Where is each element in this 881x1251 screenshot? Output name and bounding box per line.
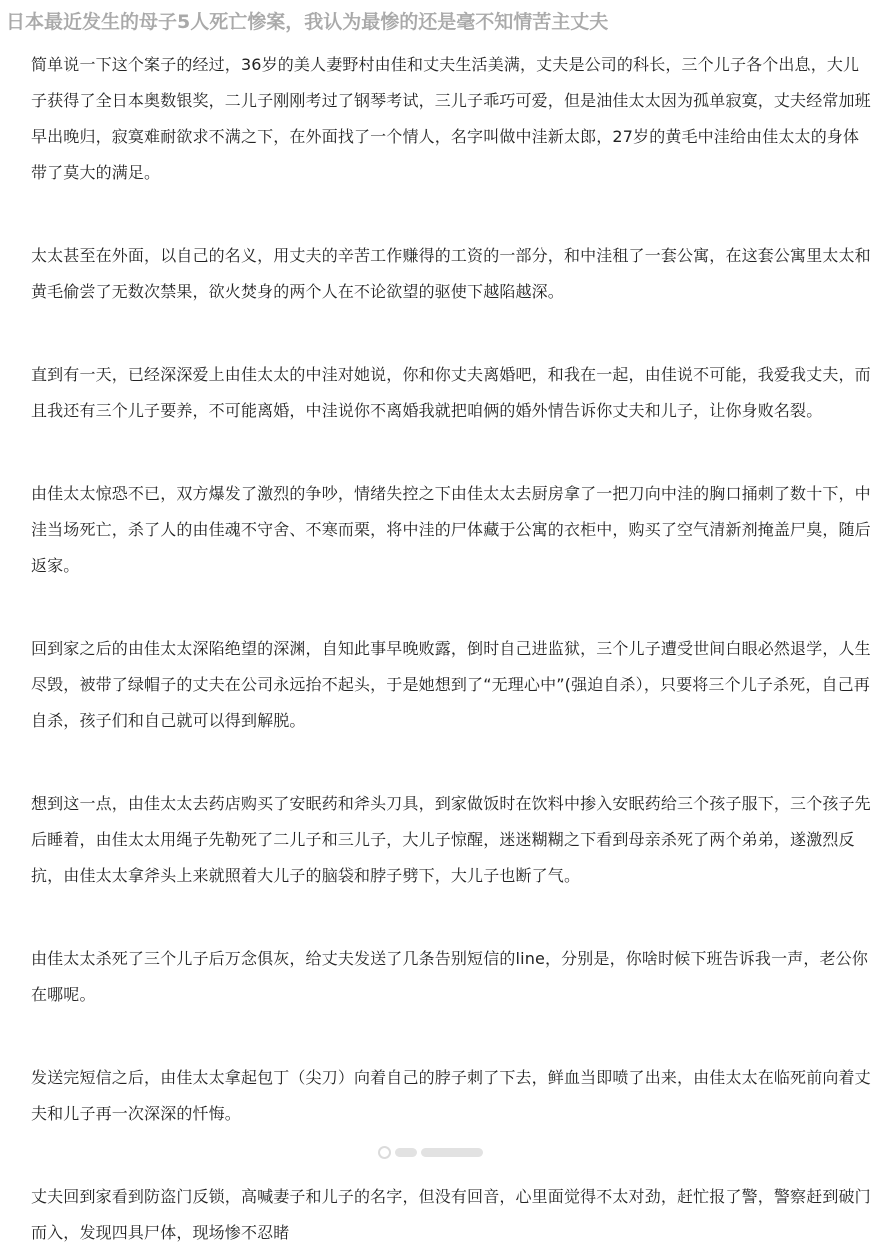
paragraph-2: 太太甚至在外面，以自己的名义，用丈夫的辛苦工作赚得的工资的一部分，和中洼租了一套公寓，在这套公寓里太太和黄毛偷尝了无数次禁果，欲火焚身的两个人在不论欲望的驱使下越陷越深。 — [31, 246, 871, 301]
paragraph-5: 回到家之后的由佳太太深陷绝望的深渊，自知此事早晚败露，倒时自己进监狱，三个儿子遭受世间白眼必然退学，人生尽毁，被带了绿帽子的丈夫在公司永远抬不起头，于是她想到了“无理心中”(强迫自杀），只要将三个儿子杀死，自己再自杀，孩子们和自己就可以得到解脱。 — [31, 639, 871, 730]
paragraph-3: 直到有一天，已经深深爱上由佳太太的中洼对她说，你和你丈夫离婚吧，和我在一起，由佳说不可能，我爱我丈夫，而且我还有三个儿子要养，不可能离婚，中洼说你不离婚我就把咱俩的婚外情告诉你丈夫和儿子，让你身败名裂。 — [31, 365, 871, 420]
article-title: 日本最近发生的母子5人死亡惨案，我认为最惨的还是毫不知情苦主丈夫 — [6, 11, 609, 33]
paragraph-6: 想到这一点，由佳太太去药店购买了安眠药和斧头刀具，到家做饭时在饮料中掺入安眠药给三个孩子服下，三个孩子先后睡着，由佳太太用绳子先勒死了二儿子和三儿子，大儿子惊醒，迷迷糊糊之下看到母亲杀死了两个弟弟，遂激烈反抗，由佳太太拿斧头上来就照着大儿子的脑袋和脖子劈下，大儿子也断了气。 — [31, 794, 871, 885]
paragraph-4: 由佳太太惊恐不已，双方爆发了激烈的争吵，情绪失控之下由佳太太去厨房拿了一把刀向中洼的胸口捅刺了数十下，中洼当场死亡，杀了人的由佳魂不守舍、不寒而栗，将中洼的尸体藏于公寓的衣柜中，购买了空气清新剂掩盖尸臭，随后返家。 — [31, 484, 871, 575]
watermark-mark — [421, 1148, 483, 1157]
article-body — [31, 47, 872, 1251]
watermark-logo-icon — [378, 1146, 391, 1159]
paragraph-1: 简单说一下这个案子的经过，36岁的美人妻野村由佳和丈夫生活美满，丈夫是公司的科长，三个儿子各个出息，大儿子获得了全日本奥数银奖，二儿子刚刚考过了钢琴考试，三儿子乖巧可爱，但是油佳太太因为孤单寂寞，丈夫经常加班早出晚归，寂寞难耐欲求不满之下，在外面找了一个情人，名字叫做中洼新太郎，27岁的黄毛中洼给由佳太太的身体带了莫大的满足。 — [31, 55, 871, 182]
paragraph-7: 由佳太太杀死了三个儿子后万念俱灰，给丈夫发送了几条告别短信的line，分别是，你啥时候下班告诉我一声，老公你在哪呢。 — [31, 949, 868, 1004]
watermark — [378, 1139, 483, 1165]
paragraph-9: 丈夫回到家看到防盗门反锁，高喊妻子和儿子的名字，但没有回音，心里面觉得不太对劲，赶忙报了警，警察赶到破门而入，发现四具尸体，现场惨不忍睹 — [31, 1187, 871, 1242]
paragraph-8: 发送完短信之后，由佳太太拿起包丁（尖刀）向着自己的脖子刺了下去，鲜血当即喷了出来，由佳太太在临死前向着丈夫和儿子再一次深深的忏悔。 — [31, 1068, 871, 1123]
watermark-mark — [395, 1148, 417, 1157]
